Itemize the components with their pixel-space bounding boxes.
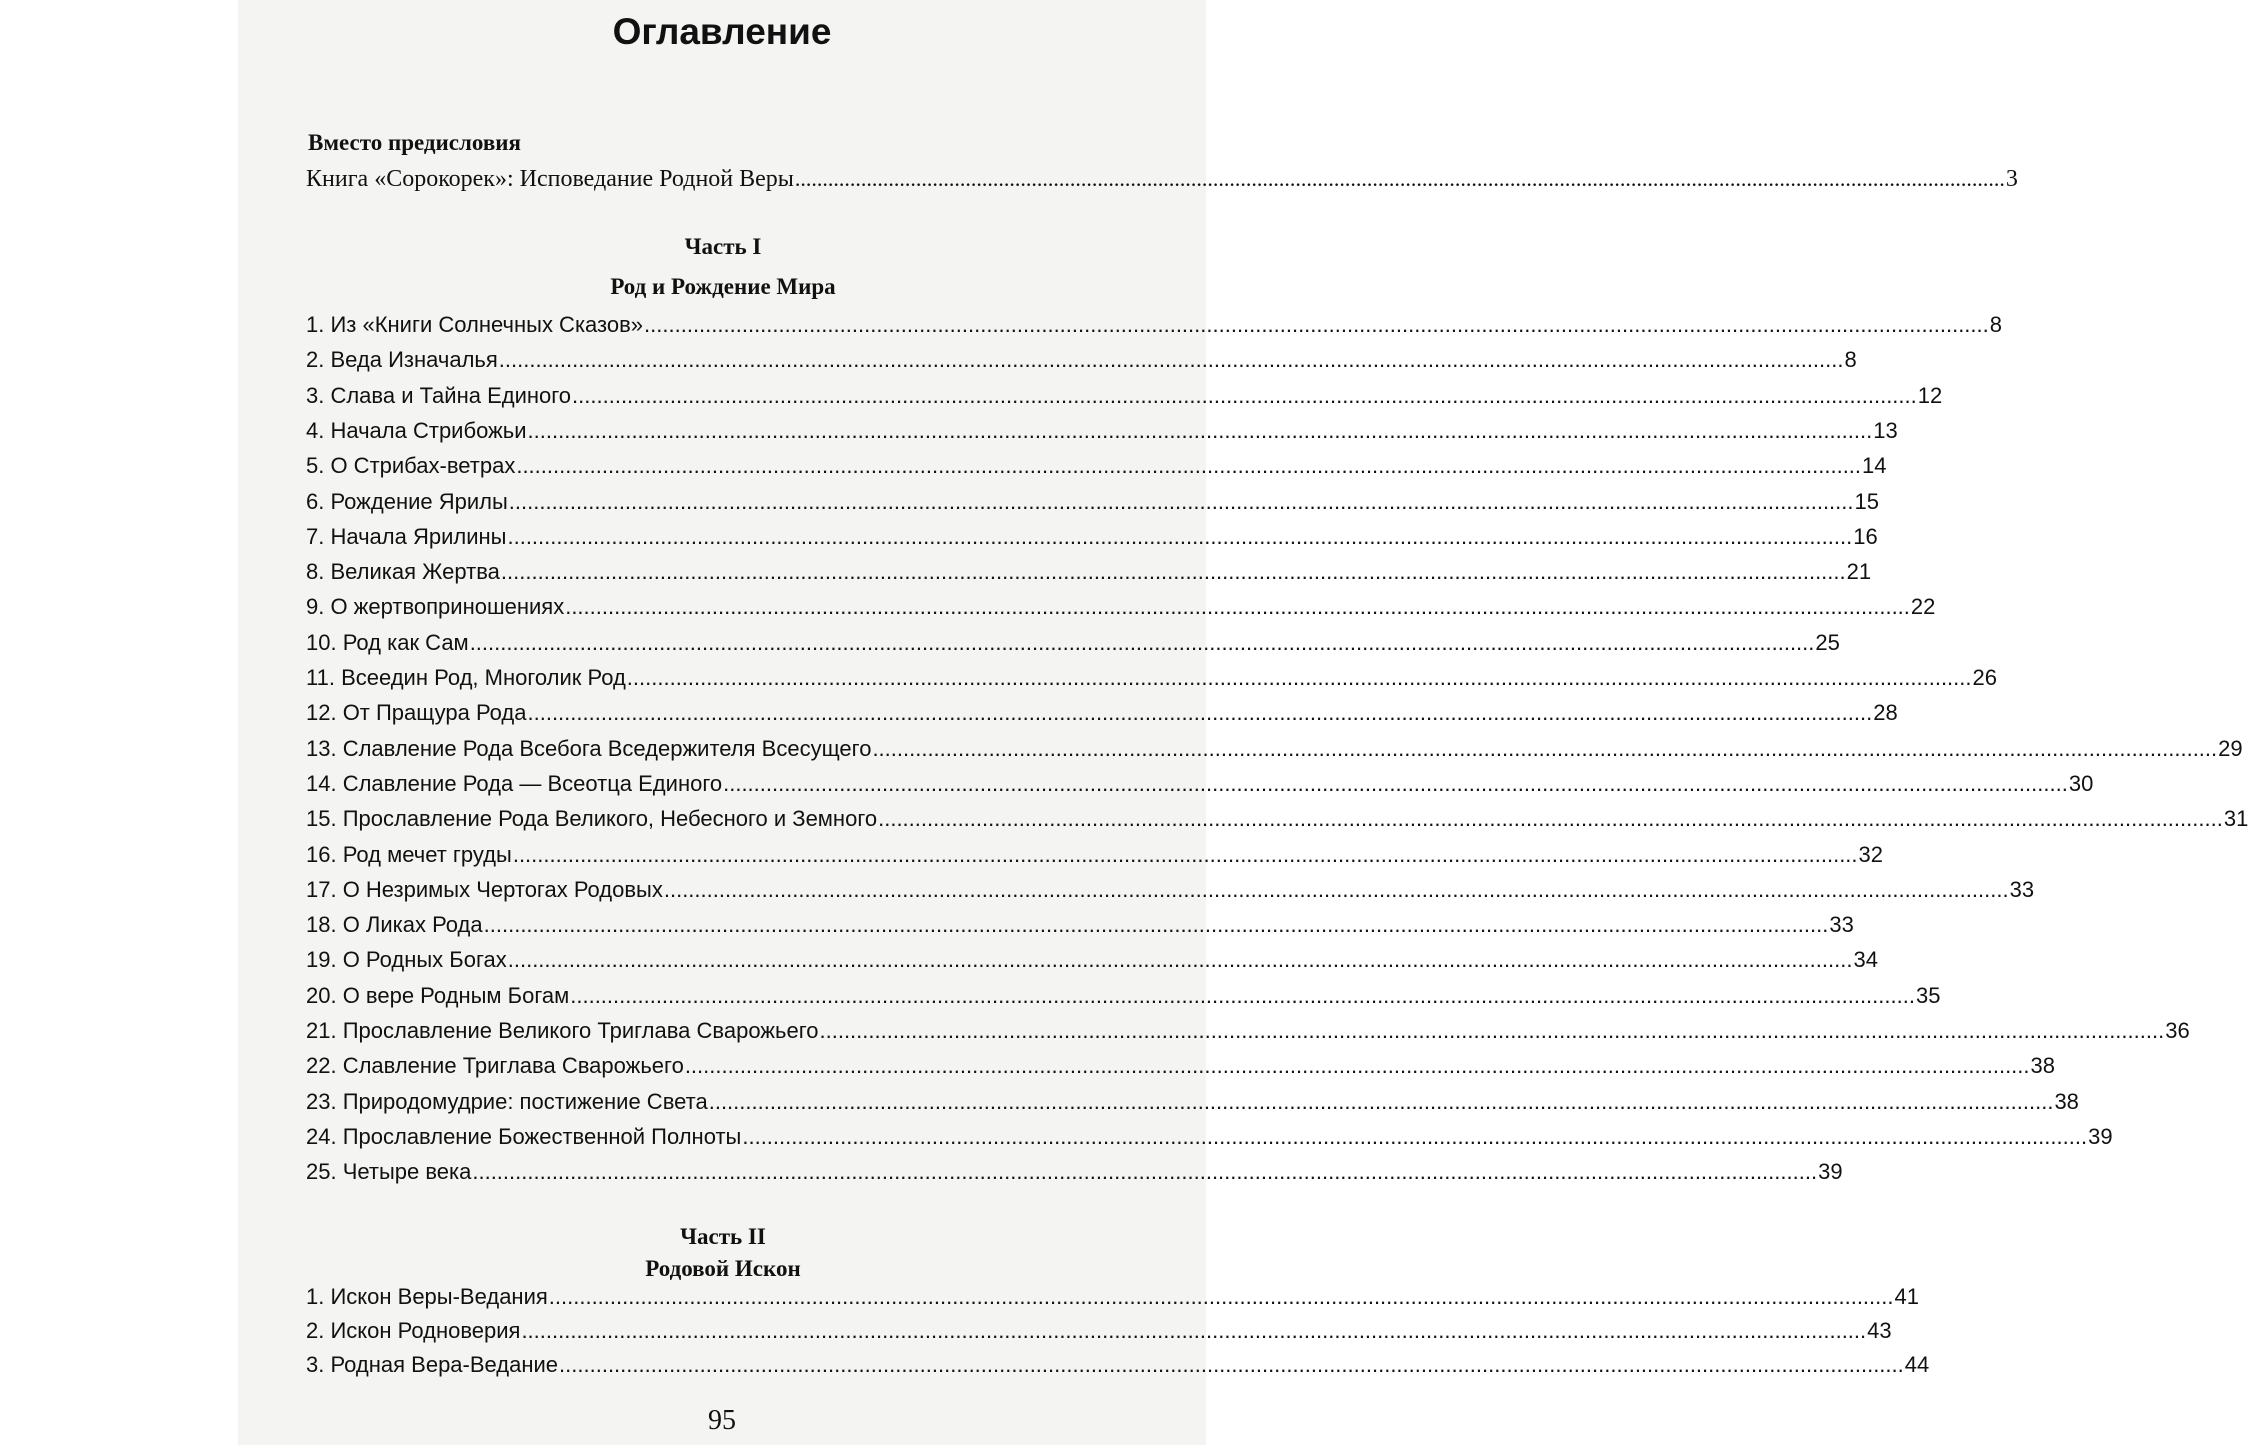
- leader-dots: ............................................................................................................................................................................................................................: [508, 488, 1854, 514]
- toc-entry: [306, 802, 2248, 836]
- toc-entry-label: 21. Прославление Великого Триглава Сварожьего: [306, 1018, 819, 1043]
- leader-dots: ............................................................................................................................................................................................................................: [498, 347, 1844, 373]
- leader-dots: ............................................................................................................................................................................................................................: [684, 1053, 2030, 1079]
- toc-entry: [306, 1049, 2056, 1083]
- toc-entry: [306, 661, 1997, 695]
- toc-entry-page: 3: [2005, 166, 2018, 192]
- leader-dots: ............................................................................................................................................................................................................................: [794, 166, 2005, 191]
- toc-entry-label: 19. О Родных Богах: [306, 947, 507, 973]
- leader-dots: ............................................................................................................................................................................................................................: [521, 1318, 1867, 1343]
- toc-entry-label: 13. Славление Рода Всебога Вседержителя Всесущего: [306, 735, 872, 761]
- toc-entry: [306, 1314, 1892, 1348]
- toc-entry-page: 12: [1917, 382, 1943, 408]
- toc-entry: [306, 1280, 1919, 1314]
- toc-entry-page: 39: [1818, 1159, 1843, 1185]
- toc-entry-page: 8: [1989, 312, 2003, 337]
- toc-entry-page: 16: [1853, 523, 1878, 549]
- toc-entry: [306, 1348, 1930, 1382]
- leader-dots: ............................................................................................................................................................................................................................: [516, 453, 1862, 479]
- leader-dots: ............................................................................................................................................................................................................................: [512, 841, 1858, 867]
- leader-dots: ............................................................................................................................................................................................................................: [527, 700, 1873, 726]
- toc-entry-label: 16. Род мечет груды: [306, 841, 512, 867]
- toc-entry: [306, 520, 1878, 554]
- leader-dots: ............................................................................................................................................................................................................................: [723, 770, 2068, 796]
- toc-entry-page: 25: [1815, 629, 1840, 655]
- part-2-subtitle: Родовой Искон: [645, 1256, 801, 1281]
- leader-dots: ............................................................................................................................................................................................................................: [507, 523, 1853, 549]
- toc-entry: [306, 1120, 2113, 1154]
- toc-entry: [306, 1155, 1843, 1189]
- toc-entry: [306, 732, 2243, 766]
- toc-entry-page: 32: [1858, 841, 1884, 867]
- toc-entry-page: 15: [1854, 488, 1879, 514]
- leader-dots: ............................................................................................................................................................................................................................: [527, 417, 1873, 443]
- toc-entry-page: 22: [1910, 594, 1936, 620]
- toc-entry: [306, 485, 1879, 519]
- toc-entry-label: 9. О жертвоприношениях: [306, 594, 565, 620]
- leader-dots: ............................................................................................................................................................................................................................: [626, 665, 1972, 690]
- toc-entry: [306, 908, 1854, 942]
- leader-dots: ............................................................................................................................................................................................................................: [483, 912, 1829, 938]
- toc-entry: [306, 449, 1887, 483]
- toc-entry-label: 15. Прославление Рода Великого, Небесного и Земного: [306, 806, 878, 832]
- toc-entry: [306, 873, 2035, 907]
- toc-entry-label: 6. Рождение Ярилы: [306, 488, 508, 514]
- leader-dots: ............................................................................................................................................................................................................................: [469, 629, 1815, 655]
- toc-entry-page: 34: [1853, 947, 1878, 973]
- toc-entry-page: 8: [1844, 347, 1857, 373]
- toc-entry: [306, 308, 2003, 342]
- toc-entry-page: 38: [2054, 1088, 2079, 1114]
- toc-entry: [306, 1085, 2079, 1119]
- toc-entry-page: 41: [1894, 1284, 1919, 1309]
- toc-entry: [306, 626, 1840, 660]
- toc-entry-preface: [306, 162, 2018, 196]
- toc-entry-page: 31: [2223, 806, 2248, 832]
- toc-entry-page: 14: [1862, 453, 1887, 479]
- toc-entry-label: 7. Начала Ярилины: [306, 523, 507, 549]
- leader-dots: ............................................................................................................................................................................................................................: [878, 806, 2223, 832]
- page-number: 95: [708, 1405, 736, 1436]
- toc-entry-page: 43: [1867, 1318, 1892, 1343]
- toc-entry-page: 29: [2218, 735, 2243, 761]
- leader-dots: ............................................................................................................................................................................................................................: [507, 947, 1853, 973]
- toc-entry-label: Книга «Сорокорек»: Исповедание Родной Веры: [306, 166, 794, 192]
- toc-entry: [306, 943, 1878, 977]
- toc-entry-label: 23. Природомудрие: постижение Света: [306, 1088, 708, 1114]
- toc-entry: [306, 379, 1943, 413]
- toc-entry-label: 11. Всеедин Род, Многолик Род: [306, 665, 626, 690]
- toc-entry-label: 17. О Незримых Чертогах Родовых: [306, 876, 663, 902]
- toc-entry-page: 35: [1915, 982, 1941, 1008]
- toc-entry-page: 33: [1829, 912, 1854, 938]
- leader-dots: ............................................................................................................................................................................................................................: [742, 1123, 2088, 1149]
- leader-dots: ............................................................................................................................................................................................................................: [708, 1088, 2054, 1114]
- leader-dots: ............................................................................................................................................................................................................................: [819, 1018, 2165, 1043]
- toc-entry-label: 4. Начала Стрибожьи: [306, 417, 527, 443]
- leader-dots: ............................................................................................................................................................................................................................: [570, 982, 1915, 1008]
- toc-entry: [306, 590, 1936, 624]
- leader-dots: ............................................................................................................................................................................................................................: [565, 594, 1910, 620]
- page-title: Оглавление: [612, 11, 832, 52]
- toc-entry-page: 28: [1873, 700, 1898, 726]
- leader-dots: ............................................................................................................................................................................................................................: [472, 1159, 1818, 1185]
- toc-entry-page: 21: [1846, 559, 1872, 585]
- toc-entry-label: 14. Славление Рода — Всеотца Единого: [306, 770, 723, 796]
- toc-entry-label: 12. От Пращура Рода: [306, 700, 527, 726]
- toc-entry-label: 2. Искон Родноверия: [306, 1318, 521, 1343]
- leader-dots: ............................................................................................................................................................................................................................: [572, 382, 1917, 408]
- leader-dots: ............................................................................................................................................................................................................................: [872, 735, 2218, 761]
- toc-entry-label: 5. О Стрибах-ветрах: [306, 453, 516, 479]
- toc-entry-page: 13: [1873, 417, 1898, 443]
- toc-entry-label: 22. Славление Триглава Сварожьего: [306, 1053, 684, 1079]
- toc-entry-page: 44: [1904, 1352, 1930, 1377]
- toc-entry: [306, 343, 1857, 377]
- toc-entry-label: 25. Четыре века: [306, 1159, 472, 1185]
- toc-entry: [306, 1014, 2190, 1048]
- toc-entry-label: 3. Слава и Тайна Единого: [306, 382, 572, 408]
- toc-entry-page: 39: [2088, 1123, 2113, 1149]
- toc-entry-page: 26: [1972, 665, 1997, 690]
- part-1-subtitle: Род и Рождение Мира: [610, 274, 836, 299]
- leader-dots: ............................................................................................................................................................................................................................: [548, 1284, 1894, 1309]
- part-2-heading: Часть II: [680, 1224, 766, 1249]
- part-1-heading: Часть I: [684, 234, 762, 259]
- leader-dots: ............................................................................................................................................................................................................................: [559, 1352, 1904, 1377]
- toc-entry-label: 3. Родная Вера-Ведание: [306, 1352, 559, 1377]
- toc-entry-label: 2. Веда Изначалья: [306, 347, 498, 373]
- toc-entry: [306, 414, 1898, 448]
- leader-dots: ............................................................................................................................................................................................................................: [663, 876, 2009, 902]
- toc-entry-page: 33: [2009, 876, 2035, 902]
- toc-entry-label: 8. Великая Жертва: [306, 559, 500, 585]
- toc-entry-label: 1. Искон Веры-Ведания: [306, 1284, 548, 1309]
- leader-dots: ............................................................................................................................................................................................................................: [500, 559, 1846, 585]
- toc-entry: [306, 838, 1884, 872]
- toc-entry: [306, 555, 1872, 589]
- toc-entry: [306, 696, 1898, 730]
- toc-entry-page: 30: [2068, 770, 2094, 796]
- leader-dots: ............................................................................................................................................................................................................................: [644, 312, 1989, 337]
- toc-entry-label: 20. О вере Родным Богам: [306, 982, 570, 1008]
- toc-entry-label: 18. О Ликах Рода: [306, 912, 483, 938]
- toc-entry: [306, 979, 1941, 1013]
- toc-entry-label: 10. Род как Сам: [306, 629, 469, 655]
- toc-entry-label: 24. Прославление Божественной Полноты: [306, 1123, 742, 1149]
- book-page: [238, 0, 2248, 1445]
- preface-heading: Вместо предисловия: [308, 130, 521, 155]
- toc-entry-label: 1. Из «Книги Солнечных Сказов»: [306, 312, 644, 337]
- toc-entry-page: 36: [2165, 1018, 2190, 1043]
- toc-entry: [306, 767, 2094, 801]
- toc-entry-page: 38: [2030, 1053, 2056, 1079]
